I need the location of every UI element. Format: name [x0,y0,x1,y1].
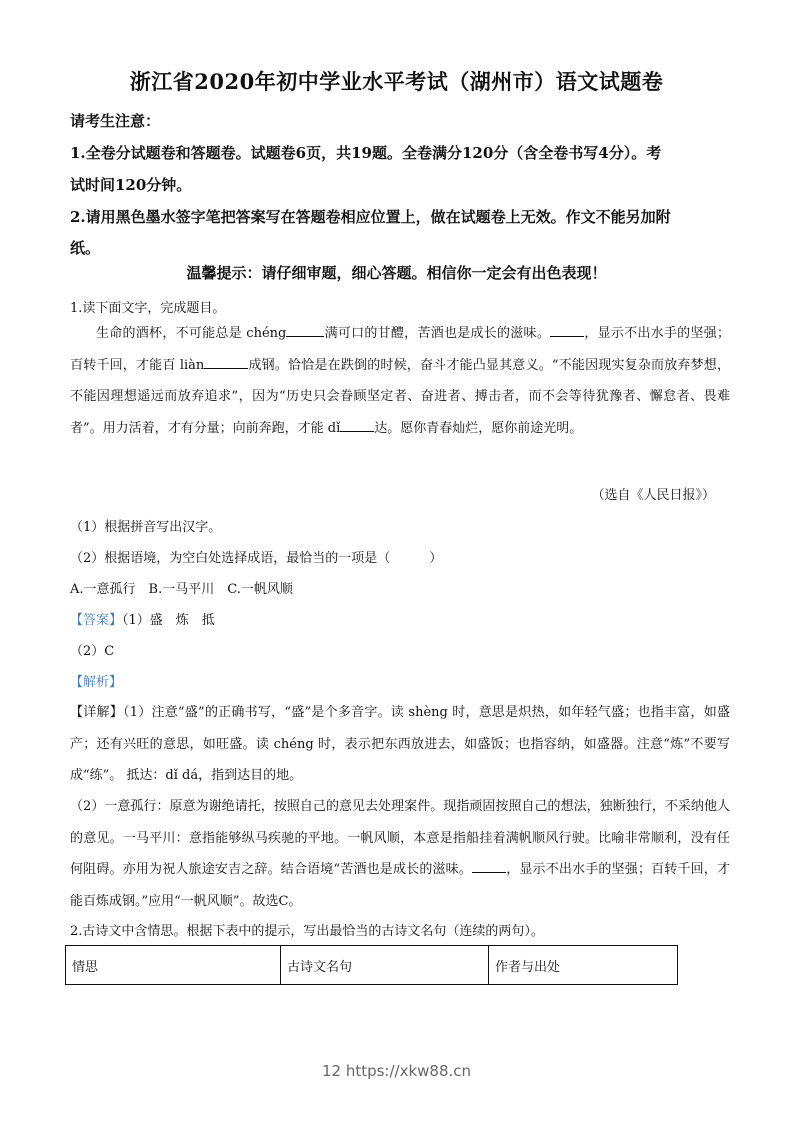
passage-part-5: 达。愿你青春灿烂，愿你前途光明。 [374,420,583,436]
blank-2 [204,356,248,369]
blank-1 [286,324,324,337]
sub-question-1: （1）根据拼音写出汉字。 [70,520,222,535]
notice-item-2-cont: 纸。 [70,239,101,257]
table-header-cell: 情思 [66,946,281,985]
notice-item-2: 2.请用黑色墨水签字笔把答案写在答题卷相应位置上，做在试题卷上无效。作文不能另加附 [70,208,671,226]
passage-part-3: ，显示不出水手的坚强；百转千回，才能百 liàn [70,326,730,373]
detail-tag: 【详解】 [70,705,123,720]
blank-idiom-ref [472,860,506,873]
question-2-prompt: 2.古诗文中含情思。根据下表中的提示，写出最恰当的古诗文名句（连续的两句）。 [70,924,544,939]
detail-2-text: （2）一意孤行：原意为谢绝请托，按照自己的意见去处理案件。现指顽固按照自己的想法，独断独行，不采纳他人的意见。一马平川：意指能够纵马疾驰的平地。一帆风顺，本意是指船挂着满帆顺风行驶。比喻非常顺利，没有任何阻碍。亦用为祝人旅途安吉之辞。结合语境“苦酒也是成长的滋味。 [70,799,730,877]
answer-options: A.一意孤行 B.一马平川 C.一帆风顺 [70,582,293,597]
question-1-prompt: 1.读下面文字，完成题目。 [70,301,226,316]
answer-tag: 【答案】 [70,613,123,628]
passage-source: （选自《人民日报》） [591,488,715,503]
notice-item-1: 1.全卷分试题卷和答题卷。试题卷6页，共19题。全卷满分120分（含全卷书写4分）。考 [70,144,662,162]
notice-heading: 请考生注意： [70,112,161,130]
question-1-passage [70,318,730,444]
answer-line-1 [70,609,215,628]
passage-part-1: 生命的酒杯，不可能总是 chéng [96,326,287,341]
answer-1: （1）盛 炼 抵 [122,613,215,628]
document-title: 浙江省2020年初中学业水平考试（湖州市）语文试题卷 [129,69,664,94]
notice-item-1-cont: 试时间120分钟。 [70,176,192,194]
table-header-cell: 作者与出处 [489,946,678,985]
tip-banner: 温馨提示：请仔细审题，细心答题。相信你一定会有出色表现！ [186,264,607,282]
detail-2-text-cont: ，显示不出水手的坚强；百转千回，才能百炼成钢。”应用“一帆风顺”。故选C。 [70,862,730,909]
page-number: 12 [321,1062,342,1080]
table-header-cell: 古诗文名句 [281,946,489,985]
page-footer [0,1062,793,1080]
sub-question-2: （2）根据语境，为空白处选择成语，最恰当的一项是（ ） [70,551,443,566]
table-header-row [66,946,678,985]
passage-part-4: 成钢。恰恰是在跌倒的时候，奋斗才能凸显其意义。“不能因现实复杂而放弃梦想，不能因理想遥远而放弃追求”，因为“历史只会眷顾坚定者、奋进者、搏击者，而不会等待犹豫者、懈怠者、畏难者”。用力活着，才有分量；向前奔跑，才能 dǐ [70,357,730,436]
passage-part-2: 满可口的甘醴，苦酒也是成长的滋味。 [324,326,551,341]
blank-3 [340,419,374,432]
answer-2: （2）C [70,644,115,659]
question-2-table [65,945,678,985]
footer-url: https://xkw88.cn [345,1062,472,1080]
analysis-tag: 【解析】 [70,675,123,690]
detail-part-1 [70,697,730,792]
blank-idiom [550,324,584,337]
detail-part-2 [70,791,730,917]
detail-1-text: （1）注意“盛”的正确书写，“盛”是个多音字。读 shèng 时，意思是炽热，如年轻气盛；也指丰富，如盛产；还有兴旺的意思，如旺盛。读 chéng 时，表示把东西放进去，如盛饭；也指容纳，如盛器。注意“炼”不要写成“练”。 抵达：dǐ dá，指到达目的地。 [70,705,730,783]
